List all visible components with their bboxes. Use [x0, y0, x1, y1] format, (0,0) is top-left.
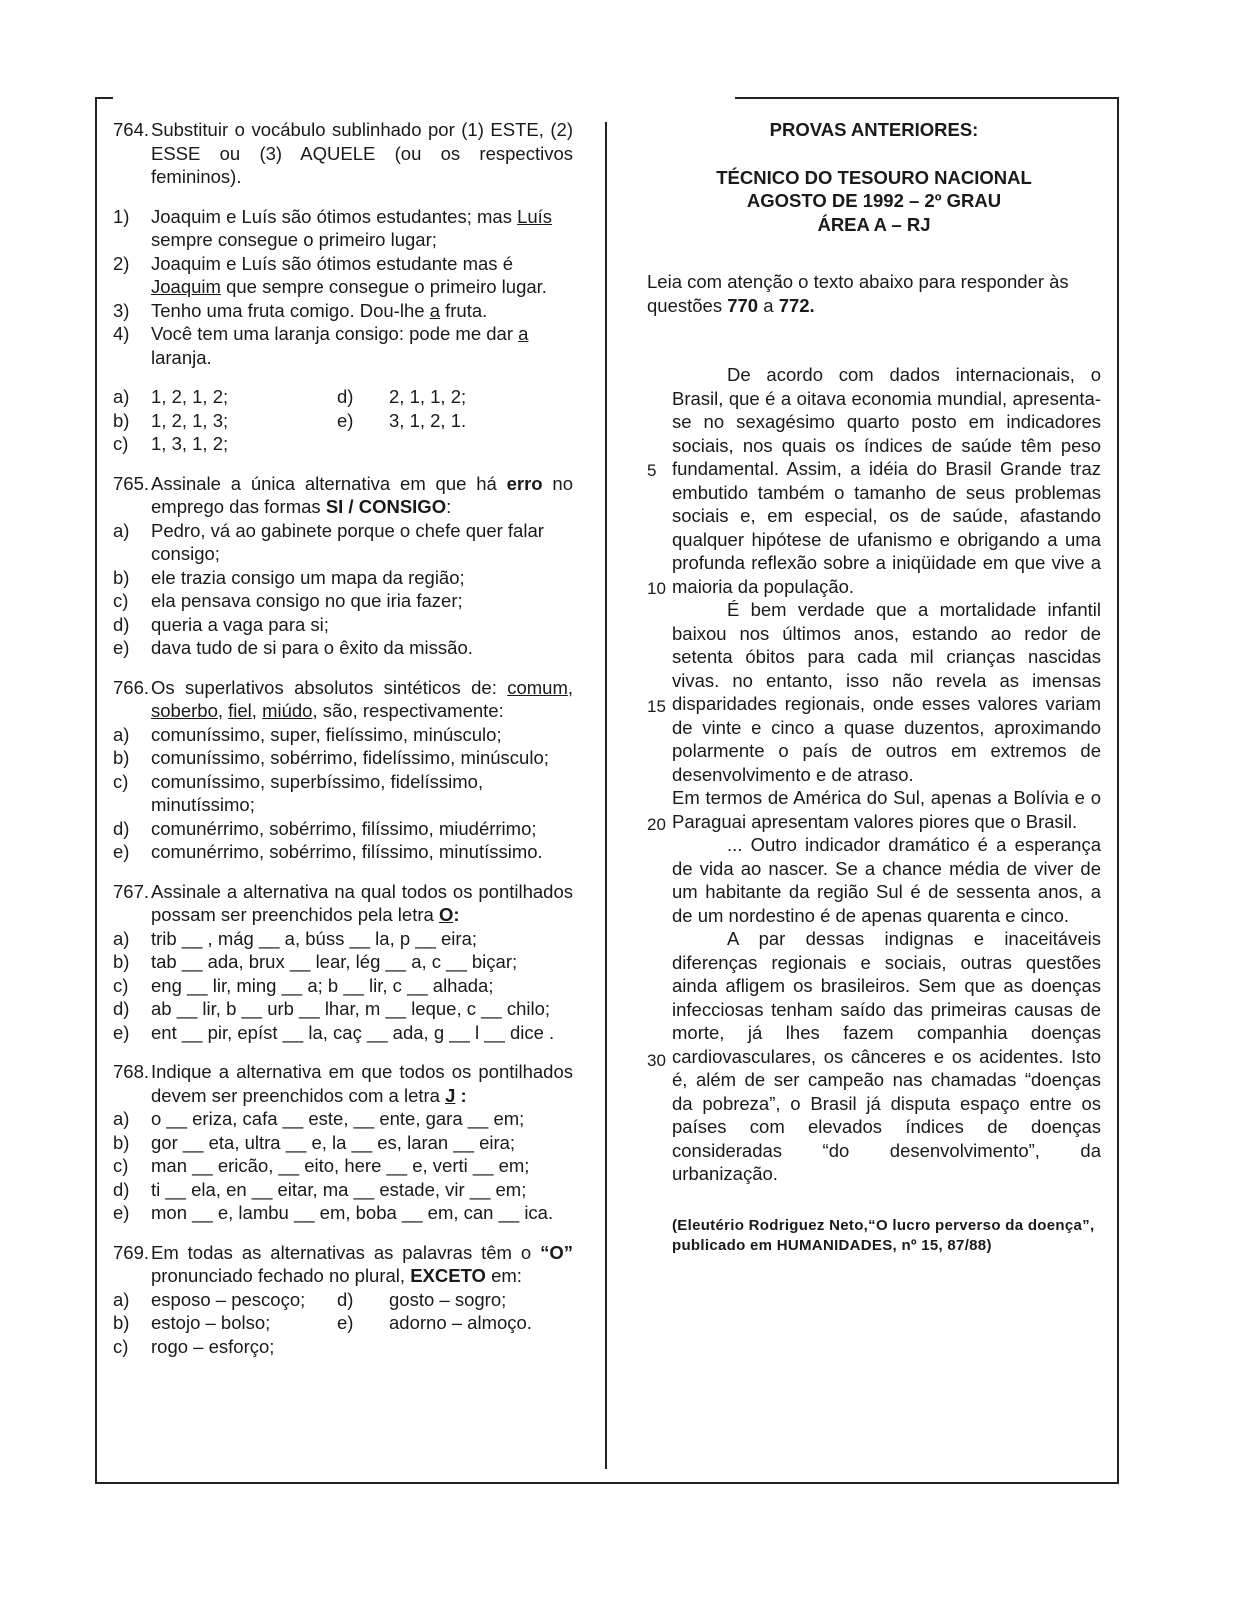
option-label: b)	[113, 1131, 130, 1153]
right-column	[647, 118, 1101, 1256]
item-number: 3)	[113, 299, 130, 321]
option	[113, 817, 573, 841]
option-text: Pedro, vá ao gabinete porque o chefe quer falar consigo;	[151, 519, 544, 564]
options-grid	[113, 1288, 573, 1359]
question-767	[113, 880, 573, 1045]
underlined-word: a	[518, 323, 529, 344]
exam-title: TÉCNICO DO TESOURO NACIONAL	[716, 166, 1032, 188]
option-text: comuníssimo, superbíssimo, fidelíssimo, minutíssimo;	[151, 770, 484, 815]
item-text: Joaquim e Luís são ótimos estudante mas é	[151, 252, 513, 274]
question-stem: Os superlativos absolutos sintéticos de: comum, soberbo, fiel, miúdo, são, respectivamente:	[151, 676, 573, 721]
option-label: e)	[337, 409, 354, 431]
question-number: 766.	[113, 676, 150, 698]
option	[113, 840, 573, 864]
option-text: queria a vaga para si;	[151, 613, 329, 635]
paragraph: É bem verdade que a mortalidade infantil baixou nos últimos anos, estando ao redor de setenta óbitos para cada mil crianças nascidas vivas. no entanto, isso não revela as imensas disparidades regionais, onde esses valores variam de vinte e cinco a quase duzentos, aproximando polarmente o país de outros em extremos de desenvolvimento e de atraso.	[672, 599, 1101, 785]
option-label: e)	[113, 1202, 130, 1223]
line-number: 15	[647, 697, 666, 716]
option-text: gosto – sogro;	[389, 1288, 507, 1310]
list-item	[113, 299, 573, 323]
section-heading: PROVAS ANTERIORES:	[769, 119, 979, 140]
option-label: d)	[337, 1288, 354, 1310]
line-number: 10	[647, 579, 666, 598]
question-number: 764.	[113, 119, 150, 140]
option-text: ent __ pir, epíst __ la, caç __ ada, g __ l __ dice .	[151, 1021, 555, 1043]
paragraph: A par dessas indignas e inaceitáveis diferenças regionais e sociais, outras questões ainda afligem os brasileiros. Sem que as doenças infecciosas tenham saído das primeiras causas de morte, já lhes fazem companhia doenças cardiovasculares, os cânceres e os acidentes. Isto é, além de ser campeão nas chamadas “doenças da pobreza”, o Brasil já disputa espaço entre os países com elevados índices de doenças consideradas “do desenvolvimento”, da urbanização.	[672, 928, 1101, 1184]
option-label: b)	[113, 1312, 130, 1333]
item-text: sempre consegue o primeiro lugar;	[151, 229, 437, 250]
question-number: 769.	[113, 1241, 150, 1263]
list-item	[113, 322, 573, 369]
option	[113, 770, 573, 817]
option-text: gor __ eta, ultra __ e, la __ es, laran __ eira;	[151, 1131, 516, 1153]
option	[113, 1107, 573, 1131]
option-text: 1, 3, 1, 2;	[151, 433, 229, 454]
option-label: b)	[113, 409, 130, 431]
underlined-word: a	[429, 299, 440, 321]
paragraph: ... Outro indicador dramático é a esperança de vida ao nascer. Se a chance média de viver de um habitante da região Sul é de sessenta anos, a de um nordestino é de apenas quarenta e cinco.	[672, 834, 1101, 926]
option	[113, 1178, 573, 1202]
option-text: comunérrimo, sobérrimo, filíssimo, minutíssimo.	[151, 841, 543, 862]
option-text: comunérrimo, sobérrimo, filíssimo, miudérrimo;	[151, 817, 537, 839]
option-text: o __ eriza, cafa __ este, __ ente, gara __ em;	[151, 1108, 525, 1129]
frame-gap	[113, 94, 735, 100]
option-label: a)	[113, 1108, 130, 1129]
question-stem: Indique a alternativa em que todos os pontilhados devem ser preenchidos com a letra J :	[151, 1061, 573, 1106]
option	[113, 997, 573, 1021]
intro-text: Leia com atenção o texto abaixo para responder às questões 770 a 772.	[647, 271, 1069, 316]
option-label: d)	[113, 613, 130, 635]
option-text: tab __ ada, brux __ lear, lég __ a, c __ biçar;	[151, 951, 518, 972]
option-label: b)	[113, 566, 130, 588]
question-766	[113, 676, 573, 864]
option	[113, 746, 573, 770]
option-label: e)	[113, 1021, 130, 1043]
line-number: 5	[647, 461, 657, 480]
option-label: e)	[337, 1312, 354, 1333]
option	[113, 613, 573, 637]
option-text: ele trazia consigo um mapa da região;	[151, 566, 465, 588]
option	[113, 927, 573, 951]
item-text: Joaquim e Luís são ótimos estudantes; mas	[151, 205, 518, 227]
paragraph: Em termos de América do Sul, apenas a Bolívia e o Paraguai apresentam valores piores que o Brasil.	[672, 787, 1101, 832]
option-text: 1, 2, 1, 3;	[151, 409, 229, 431]
option-label: c)	[113, 590, 129, 611]
options-list	[113, 1107, 573, 1225]
item-number: 2)	[113, 252, 130, 274]
citation: (Eleutério Rodriguez Neto,“O lucro perverso da doença”, publicado em HUMANIDADES, nº 15, 87/88)	[672, 1216, 1095, 1254]
option	[113, 566, 573, 590]
question-number: 765.	[113, 472, 150, 494]
option-text: dava tudo de si para o êxito da missão.	[151, 637, 473, 658]
options-grid	[113, 385, 573, 456]
option-label: c)	[113, 974, 129, 996]
option-label: c)	[113, 770, 129, 792]
option-label: a)	[113, 723, 130, 745]
item-text: laranja.	[151, 346, 212, 368]
question-768	[113, 1060, 573, 1225]
option-label: d)	[113, 817, 130, 839]
item-number: 1)	[113, 205, 130, 227]
option	[113, 1201, 573, 1225]
option-text: trib __ , mág __ a, búss __ la, p __ eira;	[151, 927, 477, 949]
exam-area: ÁREA A – RJ	[817, 213, 931, 235]
options-list	[113, 519, 573, 660]
option-text: estojo – bolso;	[151, 1312, 271, 1333]
option-label: d)	[113, 998, 130, 1019]
options-list	[113, 927, 573, 1045]
option-text: mon __ e, lambu __ em, boba __ em, can __ ica.	[151, 1202, 554, 1223]
underlined-word: Joaquim	[151, 276, 221, 297]
question-769	[113, 1241, 573, 1359]
question-stem: Assinale a alternativa na qual todos os pontilhados possam ser preenchidos pela letra O:	[151, 880, 573, 925]
option-text: comuníssimo, super, fielíssimo, minúsculo;	[151, 723, 502, 745]
option	[113, 723, 573, 747]
option-label: e)	[113, 637, 130, 658]
option-label: b)	[113, 951, 130, 972]
question-stem: Em todas as alternativas as palavras têm o “O” pronunciado fechado no plural, EXCETO em:	[151, 1241, 573, 1286]
option-text: esposo – pescoço;	[151, 1288, 306, 1310]
option-label: a)	[113, 927, 130, 949]
option-label: a)	[113, 519, 130, 541]
option-label: a)	[113, 386, 130, 407]
list-item	[113, 205, 573, 252]
item-text: que sempre consegue o primeiro lugar.	[220, 276, 547, 297]
options-list	[113, 723, 573, 864]
question-765	[113, 472, 573, 660]
question-stem: Assinale a única alternativa em que há erro no emprego das formas SI / CONSIGO:	[151, 472, 573, 517]
option	[113, 950, 573, 974]
item-text: fruta.	[439, 299, 488, 321]
item-text: Tenho uma fruta comigo. Dou-lhe	[151, 299, 430, 321]
option	[113, 519, 573, 566]
option	[113, 1021, 573, 1045]
option-text: 3, 1, 2, 1.	[389, 409, 467, 431]
exam-date: AGOSTO DE 1992 – 2º GRAU	[746, 190, 1002, 211]
item-list	[113, 205, 573, 370]
option-text: adorno – almoço.	[389, 1312, 532, 1333]
option-label: d)	[113, 1178, 130, 1200]
option-label: c)	[113, 1155, 129, 1176]
question-number: 767.	[113, 880, 150, 902]
list-item	[113, 252, 573, 299]
item-number: 4)	[113, 323, 130, 344]
option-text: man __ ericão, __ eito, here __ e, verti __ em;	[151, 1155, 530, 1176]
option-text: rogo – esforço;	[151, 1335, 275, 1357]
option-label: e)	[113, 841, 130, 862]
option-text: ela pensava consigo no que iria fazer;	[151, 590, 463, 611]
option-label: d)	[337, 386, 354, 407]
option-label: b)	[113, 747, 130, 768]
question-stem: Substituir o vocábulo sublinhado por (1) ESTE, (2) ESSE ou (3) AQUELE (ou os respectivos femininos).	[151, 119, 573, 187]
option	[113, 589, 573, 613]
option-text: eng __ lir, ming __ a; b __ lir, c __ alhada;	[151, 974, 494, 996]
line-number: 20	[647, 815, 666, 834]
line-number: 30	[647, 1051, 666, 1070]
paragraph: De acordo com dados internacionais, o Brasil, que é a oitava economia mundial, apresenta-se no sexagésimo quarto posto em indicadores sociais, nos quais os índices de saúde têm peso fundamental. Assim, a idéia do Brasil Grande traz embutido também o tamanho de seus problemas sociais e, em especial, os de saúde, afastando qualquer hipótese de ufanismo e obrigando a uma profunda reflexão sobre a iniqüidade em que vive a maioria da população.	[672, 364, 1101, 597]
reading-passage	[647, 363, 1101, 1186]
option-label: c)	[113, 1335, 129, 1357]
option-text: ab __ lir, b __ urb __ lhar, m __ leque, c __ chilo;	[151, 998, 551, 1019]
option-text: comuníssimo, sobérrimo, fidelíssimo, minúsculo;	[151, 747, 549, 768]
left-column	[113, 118, 573, 1374]
option	[113, 636, 573, 660]
option-text: 2, 1, 1, 2;	[389, 386, 467, 407]
option-text: ti __ ela, en __ eitar, ma __ estade, vir __ em;	[151, 1178, 527, 1200]
option-label: a)	[113, 1288, 130, 1310]
option	[113, 1154, 573, 1178]
question-number: 768.	[113, 1061, 150, 1082]
column-divider	[605, 122, 607, 1469]
option	[113, 974, 573, 998]
option-text: 1, 2, 1, 2;	[151, 386, 229, 407]
item-text: Você tem uma laranja consigo: pode me dar	[151, 323, 519, 344]
underlined-word: Luís	[517, 205, 553, 227]
option-label: c)	[113, 433, 129, 454]
question-764	[113, 118, 573, 456]
option	[113, 1131, 573, 1155]
